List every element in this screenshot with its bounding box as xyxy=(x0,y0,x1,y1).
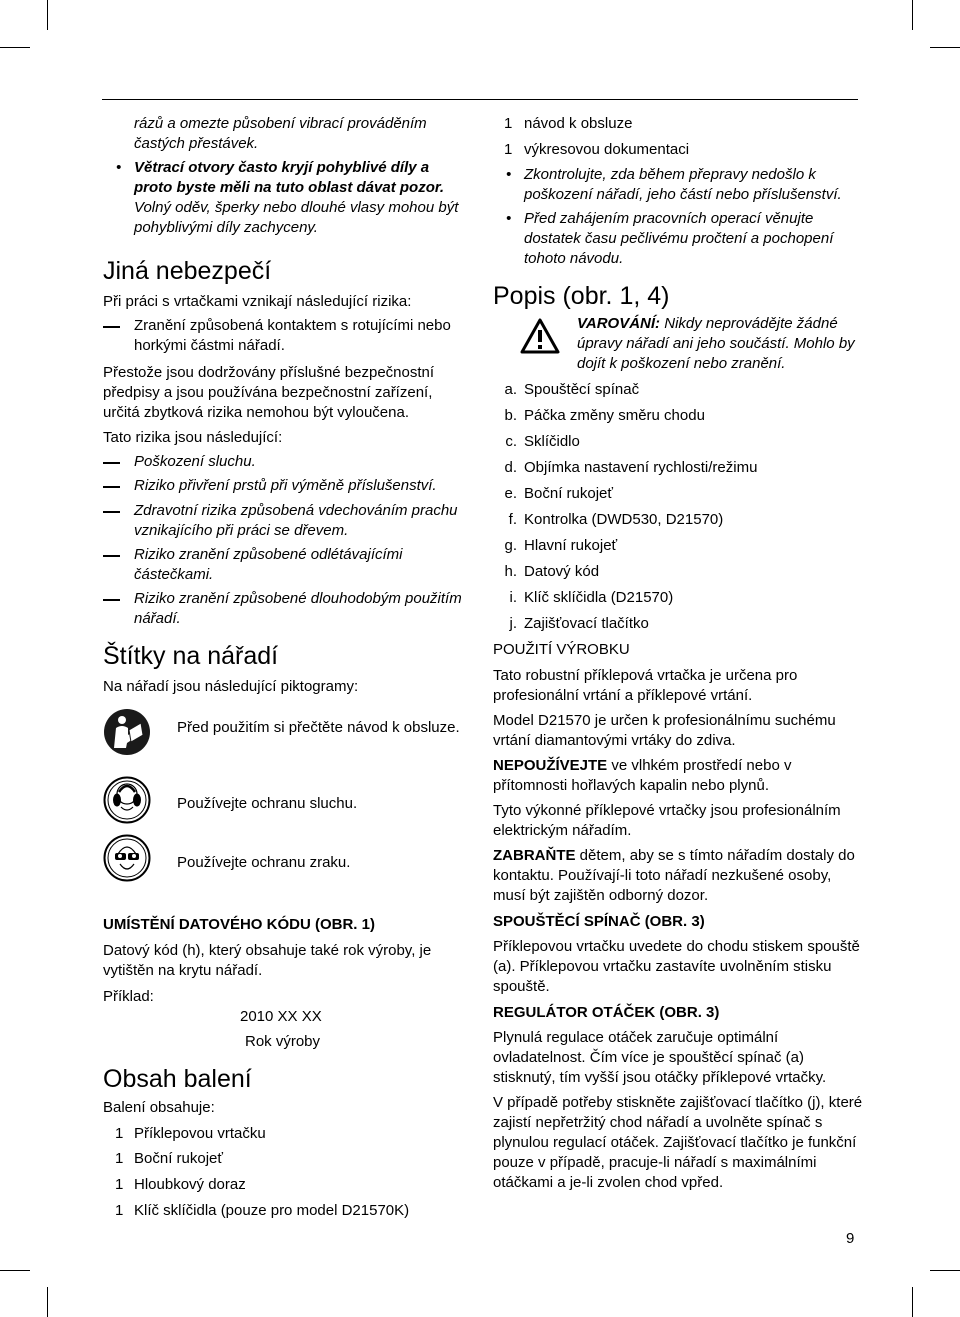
part-item: f. Kontrolka (DWD530, D21570) xyxy=(508,511,724,528)
bullet-item: • Před zahájením pracovních operací věnujte dostatek času pečlivému pročtení a pochopení tohoto návodu. xyxy=(493,209,865,269)
hearing-protection-icon xyxy=(103,776,151,824)
eye-protection-icon xyxy=(103,834,151,882)
section-heading: Štítky na nářadí xyxy=(103,642,279,670)
contents-item: 1 Příklepovou vrtačku xyxy=(115,1125,266,1142)
part-item: b. Páčka změny směru chodu xyxy=(504,407,705,424)
section-heading: Obsah balení xyxy=(103,1065,252,1093)
pictogram-text: Používejte ochranu sluchu. xyxy=(177,795,358,812)
crop-mark xyxy=(930,1270,960,1271)
read-manual-icon xyxy=(103,708,151,756)
part-item: j. Zajišťovací tlačítko xyxy=(509,615,649,632)
subsection-heading: REGULÁTOR OTÁČEK (OBR. 3) xyxy=(493,1004,720,1021)
paragraph: Model D21570 je určen k profesionálnímu suchému vrtání diamantovými vrtáky do zdiva. xyxy=(493,712,836,749)
part-item: a. Spouštěcí spínač xyxy=(504,381,640,398)
paragraph: Balení obsahuje: xyxy=(103,1099,215,1116)
section-heading: Jiná nebezpečí xyxy=(103,257,272,285)
part-item: g. Hlavní rukojeť xyxy=(504,537,618,554)
contents-item: 1 výkresovou dokumentaci xyxy=(504,141,690,158)
pictogram-row xyxy=(103,834,468,892)
section-heading: Popis (obr. 1, 4) xyxy=(493,282,670,310)
paragraph: Na nářadí jsou následující piktogramy: xyxy=(103,678,359,695)
subsection-heading: SPOUŠTĚCÍ SPÍNAČ (OBR. 3) xyxy=(493,913,705,930)
right-column xyxy=(493,114,865,1193)
risk-item: Riziko zranění způsobené odlétávajícími částečkami. xyxy=(103,545,468,585)
example-caption: Rok výroby xyxy=(245,1033,321,1050)
contents-item: 1 Boční rukojeť xyxy=(115,1150,224,1167)
dash-item: Zranění způsobená kontaktem s rotujícími nebo horkými částmi nářadí. xyxy=(103,316,468,356)
part-item: h. Datový kód xyxy=(504,563,600,580)
crop-mark xyxy=(912,1287,913,1317)
contents-item: 1 Klíč sklíčidla (pouze pro model D21570K) xyxy=(115,1202,410,1219)
paragraph: ZABRAŇTE dětem, aby se s tímto nářadím dostaly do kontaktu. Používají-li toto nářadí nezkušené osoby, musí být zajištěn odborný dozor. xyxy=(493,847,855,904)
paragraph: Plynulá regulace otáček zaručuje optimální ovladatelnost. Čím více je spouštěcí spínač (a) stisknutý, tím vyšší jsou otáčky příklepové vrtačky. xyxy=(493,1029,827,1086)
risk-item: Riziko přivření prstů při výměně příslušenství. xyxy=(103,476,468,496)
crop-mark xyxy=(0,1270,30,1271)
bullet-item: • Zkontrolujte, zda během přepravy nedošlo k poškození nářadí, jeho částí nebo příslušenství. xyxy=(493,165,865,205)
risk-item: Riziko zranění způsobené dlouhodobým použitím nářadí. xyxy=(103,589,468,629)
pictogram-row xyxy=(103,708,468,766)
crop-mark xyxy=(930,47,960,48)
bullet-item: • Větrací otvory často kryjí pohyblivé díly a proto byste měli na tuto oblast dávat pozor. Volný oděv, šperky nebo dlouhé vlasy mohou být pohyblivými díly zachyceny. xyxy=(103,158,468,238)
part-item: i. Klíč sklíčidla (D21570) xyxy=(509,589,674,606)
crop-mark xyxy=(47,1287,48,1317)
contents-item: 1 Hloubkový doraz xyxy=(115,1176,246,1193)
crop-mark xyxy=(912,0,913,30)
paragraph: Při práci s vrtačkami vznikají následující rizika: xyxy=(103,293,412,310)
paragraph: Tato rizika jsou následující: xyxy=(103,429,283,446)
pictogram-row xyxy=(103,776,468,834)
pictogram-text: Používejte ochranu zraku. xyxy=(177,854,351,871)
warning-icon xyxy=(520,318,560,354)
subsection-heading: UMÍSTĚNÍ DATOVÉHO KÓDU (OBR. 1) xyxy=(103,916,375,933)
header-rule xyxy=(102,99,858,100)
paragraph: Přestože jsou dodržovány příslušné bezpečnostní předpisy a jsou používána bezpečnostní zařízení, určitá zbytková rizika nemohou být vyloučena. xyxy=(103,364,435,421)
paragraph: Příklepovou vrtačku uvedete do chodu stiskem spouště (a). Příklepovou vrtačku zastavíte uvolněním stisku spouště. xyxy=(493,938,860,995)
part-item: e. Boční rukojeť xyxy=(504,485,614,502)
contents-item: 1 návod k obsluze xyxy=(504,115,633,132)
paragraph: Tyto výkonné příklepové vrtačky jsou profesionálním elektrickým nářadím. xyxy=(493,802,841,839)
warning-notice: VAROVÁNÍ: Nikdy neprovádějte žádné úpravy nářadí ani jeho součástí. Mohlo by dojít k poškození nebo zranění. xyxy=(493,314,865,374)
paragraph: Datový kód (h), který obsahuje také rok výroby, je vytištěn na krytu nářadí. xyxy=(103,942,432,979)
crop-mark xyxy=(47,0,48,30)
part-item: d. Objímka nastavení rychlosti/režimu xyxy=(504,459,758,476)
left-column xyxy=(103,114,468,1221)
paragraph: Příklad: xyxy=(103,988,154,1005)
part-item: c. Sklíčidlo xyxy=(505,433,580,450)
risk-item: Zdravotní rizika způsobená vdechováním prachu vznikajícího při práci se dřevem. xyxy=(103,501,468,541)
paragraph: Tato robustní příklepová vrtačka je určena pro profesionální vrtání a příklepové vrtání. xyxy=(493,667,798,704)
example-code: 2010 XX XX xyxy=(240,1008,322,1025)
paragraph: rázů a omezte působení vibrací prováděním častých přestávek. xyxy=(134,115,427,152)
paragraph: V případě potřeby stiskněte zajišťovací tlačítko (j), které zajistí nepřetržitý chod nářadí a uvolněte spínač s plynulou regulací otáček. Zajišťovací tlačítko je funkční pouze v případě, pracuje-li nářadí s maximálními otáčkami a je-li zvolen chod vpřed. xyxy=(493,1094,863,1191)
pictogram-text: Před použitím si přečtěte návod k obsluze. xyxy=(177,719,460,736)
paragraph: NEPOUŽÍVEJTE ve vlhkém prostředí nebo v přítomnosti hořlavých kapalin nebo plynů. xyxy=(493,757,792,794)
subsection-heading: POUŽITÍ VÝROBKU xyxy=(493,641,630,658)
crop-mark xyxy=(0,47,30,48)
risk-item: Poškození sluchu. xyxy=(103,452,468,472)
page-number: 9 xyxy=(846,1230,855,1247)
